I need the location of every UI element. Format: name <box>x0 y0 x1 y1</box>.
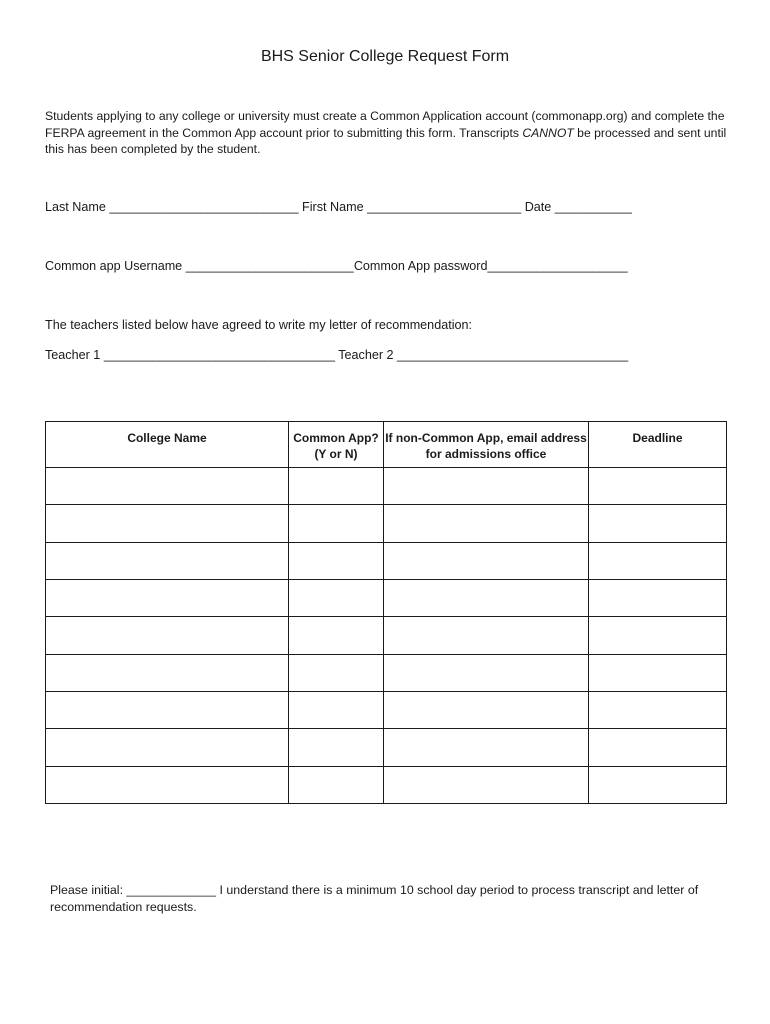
deadline-cell[interactable] <box>589 617 727 654</box>
footer-acknowledgement <box>50 882 740 916</box>
username-label: Common app Username <box>45 259 183 273</box>
deadline-cell[interactable] <box>589 766 727 803</box>
teachers-line <box>45 348 628 362</box>
common-app-cell[interactable] <box>289 505 384 542</box>
college-name-cell[interactable] <box>46 617 289 654</box>
teacher1-field[interactable]: _________________________________ <box>103 348 335 362</box>
teacher1-label: Teacher 1 <box>45 348 101 362</box>
intro-text-end: be processed and sent until this has been completed by the student. <box>45 125 727 156</box>
intro-paragraph <box>45 108 735 158</box>
common-app-cell[interactable] <box>289 766 384 803</box>
table-header-row <box>46 422 727 468</box>
date-label: Date <box>524 200 552 214</box>
deadline-cell[interactable] <box>589 654 727 691</box>
college-name-cell[interactable] <box>46 766 289 803</box>
table-row <box>46 505 727 542</box>
table-row <box>46 691 727 728</box>
table-row <box>46 766 727 803</box>
header-admissions-email: If non-Common App, email address for admissions office <box>384 422 589 468</box>
deadline-cell[interactable] <box>589 729 727 766</box>
account-line <box>45 259 628 273</box>
admissions-email-cell[interactable] <box>384 691 589 728</box>
admissions-email-cell[interactable] <box>384 617 589 654</box>
table-row <box>46 579 727 616</box>
deadline-cell[interactable] <box>589 579 727 616</box>
common-app-cell[interactable] <box>289 691 384 728</box>
common-app-cell[interactable] <box>289 729 384 766</box>
common-app-cell[interactable] <box>289 654 384 691</box>
college-name-cell[interactable] <box>46 579 289 616</box>
admissions-email-cell[interactable] <box>384 542 589 579</box>
common-app-cell[interactable] <box>289 542 384 579</box>
table-row <box>46 468 727 505</box>
admissions-email-cell[interactable] <box>384 766 589 803</box>
password-label: Common App password <box>353 259 488 273</box>
table-row <box>46 617 727 654</box>
password-field[interactable]: ____________________ <box>487 259 628 273</box>
college-name-cell[interactable] <box>46 468 289 505</box>
last-name-field[interactable]: ___________________________ <box>109 200 299 214</box>
college-name-cell[interactable] <box>46 505 289 542</box>
table-row <box>46 542 727 579</box>
header-college-name: College Name <box>46 422 289 468</box>
deadline-cell[interactable] <box>589 505 727 542</box>
college-name-cell[interactable] <box>46 654 289 691</box>
first-name-label: First Name <box>302 200 364 214</box>
username-field[interactable]: ________________________ <box>185 259 354 273</box>
teacher2-field[interactable]: _________________________________ <box>397 348 629 362</box>
first-name-field[interactable]: ______________________ <box>367 200 522 214</box>
college-name-cell[interactable] <box>46 542 289 579</box>
college-name-cell[interactable] <box>46 729 289 766</box>
intro-emphasis: CANNOT <box>522 125 574 140</box>
header-deadline: Deadline <box>589 422 727 468</box>
admissions-email-cell[interactable] <box>384 654 589 691</box>
admissions-email-cell[interactable] <box>384 729 589 766</box>
initial-field[interactable]: _____________ <box>126 883 217 897</box>
common-app-cell[interactable] <box>289 579 384 616</box>
header-common-app: Common App? (Y or N) <box>289 422 384 468</box>
deadline-cell[interactable] <box>589 691 727 728</box>
acknowledgement-text: I understand there is a minimum 10 school day period to process transcript and letter of recommendation requests. <box>50 883 699 914</box>
admissions-email-cell[interactable] <box>384 468 589 505</box>
deadline-cell[interactable] <box>589 468 727 505</box>
teachers-intro: The teachers listed below have agreed to write my letter of recommendation: <box>45 318 473 332</box>
intro-text: Students applying to any college or university must create a Common Application account (commonapp.org) and complete the FERPA agreement in the Common App account prior to submitting this form. Transcripts <box>45 109 725 140</box>
date-field[interactable]: ___________ <box>554 200 632 214</box>
table-row <box>46 729 727 766</box>
table-row <box>46 654 727 691</box>
college-table <box>45 421 727 804</box>
name-date-line <box>45 200 632 214</box>
admissions-email-cell[interactable] <box>384 579 589 616</box>
common-app-cell[interactable] <box>289 468 384 505</box>
last-name-label: Last Name <box>45 200 106 214</box>
page-title: BHS Senior College Request Form <box>260 48 510 65</box>
deadline-cell[interactable] <box>589 542 727 579</box>
initial-label: Please initial: <box>50 883 124 897</box>
common-app-cell[interactable] <box>289 617 384 654</box>
admissions-email-cell[interactable] <box>384 505 589 542</box>
college-name-cell[interactable] <box>46 691 289 728</box>
teacher2-label: Teacher 2 <box>338 348 394 362</box>
